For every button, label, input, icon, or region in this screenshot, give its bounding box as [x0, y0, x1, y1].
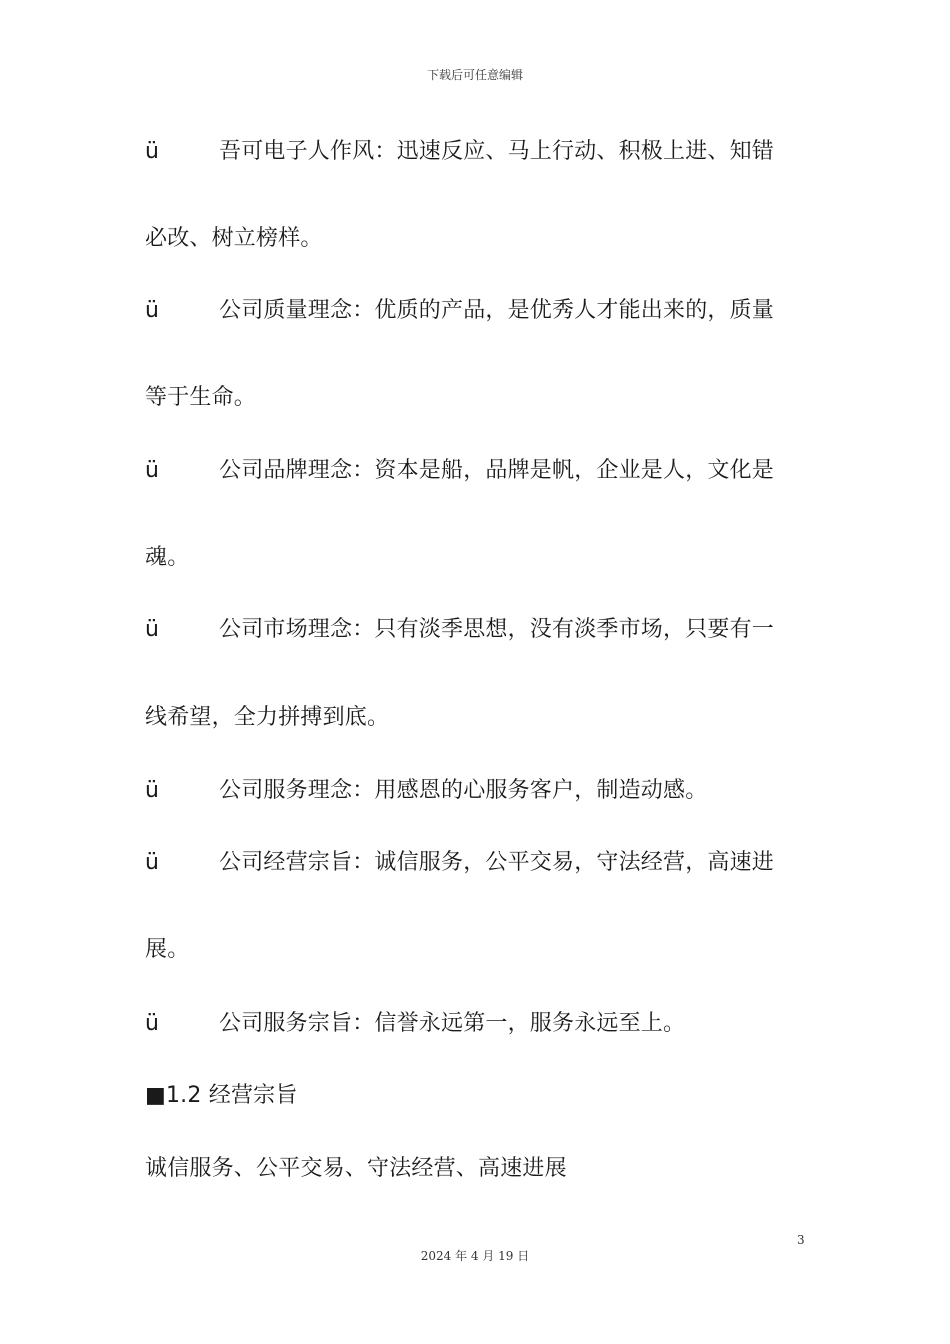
list-item-text: 公司质量理念：优质的产品，是优秀人才能出来的，质量 — [219, 298, 775, 323]
list-item — [145, 776, 707, 806]
section-heading: ■1.2 经营宗旨 — [145, 1083, 298, 1108]
section-body: 诚信服务、公平交易、守法经营、高速进展 — [145, 1156, 567, 1181]
page-number: 3 — [797, 1233, 805, 1247]
list-item-continuation: 魂。 — [145, 545, 190, 570]
list-item-continuation: 必改、树立榜样。 — [145, 226, 323, 251]
list-item — [145, 456, 774, 486]
list-item — [145, 137, 774, 167]
list-item-continuation: 线希望，全力拼搏到底。 — [145, 705, 390, 730]
check-bullet-icon: ü — [145, 850, 160, 875]
list-item-text: 公司经营宗旨：诚信服务，公平交易，守法经营，高速进 — [219, 850, 775, 875]
list-item — [145, 615, 774, 645]
list-item-continuation: 展。 — [145, 937, 190, 962]
check-bullet-icon: ü — [145, 458, 160, 483]
check-bullet-icon: ü — [145, 139, 160, 164]
list-item-text: 吾可电子人作风：迅速反应、马上行动、积极上进、知错 — [219, 139, 775, 164]
check-bullet-icon: ü — [145, 778, 160, 803]
list-item — [145, 848, 774, 878]
list-item-continuation: 等于生命。 — [145, 385, 257, 410]
list-item-text: 公司服务理念：用感恩的心服务客户，制造动感。 — [219, 778, 708, 803]
list-item-text: 公司品牌理念：资本是船，品牌是帆，企业是人，文化是 — [219, 458, 775, 483]
list-item-text: 公司服务宗旨：信誉永远第一，服务永远至上。 — [219, 1011, 686, 1036]
list-item — [145, 296, 774, 326]
check-bullet-icon: ü — [145, 1011, 160, 1036]
check-bullet-icon: ü — [145, 617, 160, 642]
list-item-text: 公司市场理念：只有淡季思想，没有淡季市场，只要有一 — [219, 617, 775, 642]
page-footer-date: 2024 年 4 月 19 日 — [420, 1249, 530, 1263]
list-item — [145, 1009, 685, 1039]
check-bullet-icon: ü — [145, 298, 160, 323]
page-header: 下载后可任意编辑 — [426, 68, 523, 82]
